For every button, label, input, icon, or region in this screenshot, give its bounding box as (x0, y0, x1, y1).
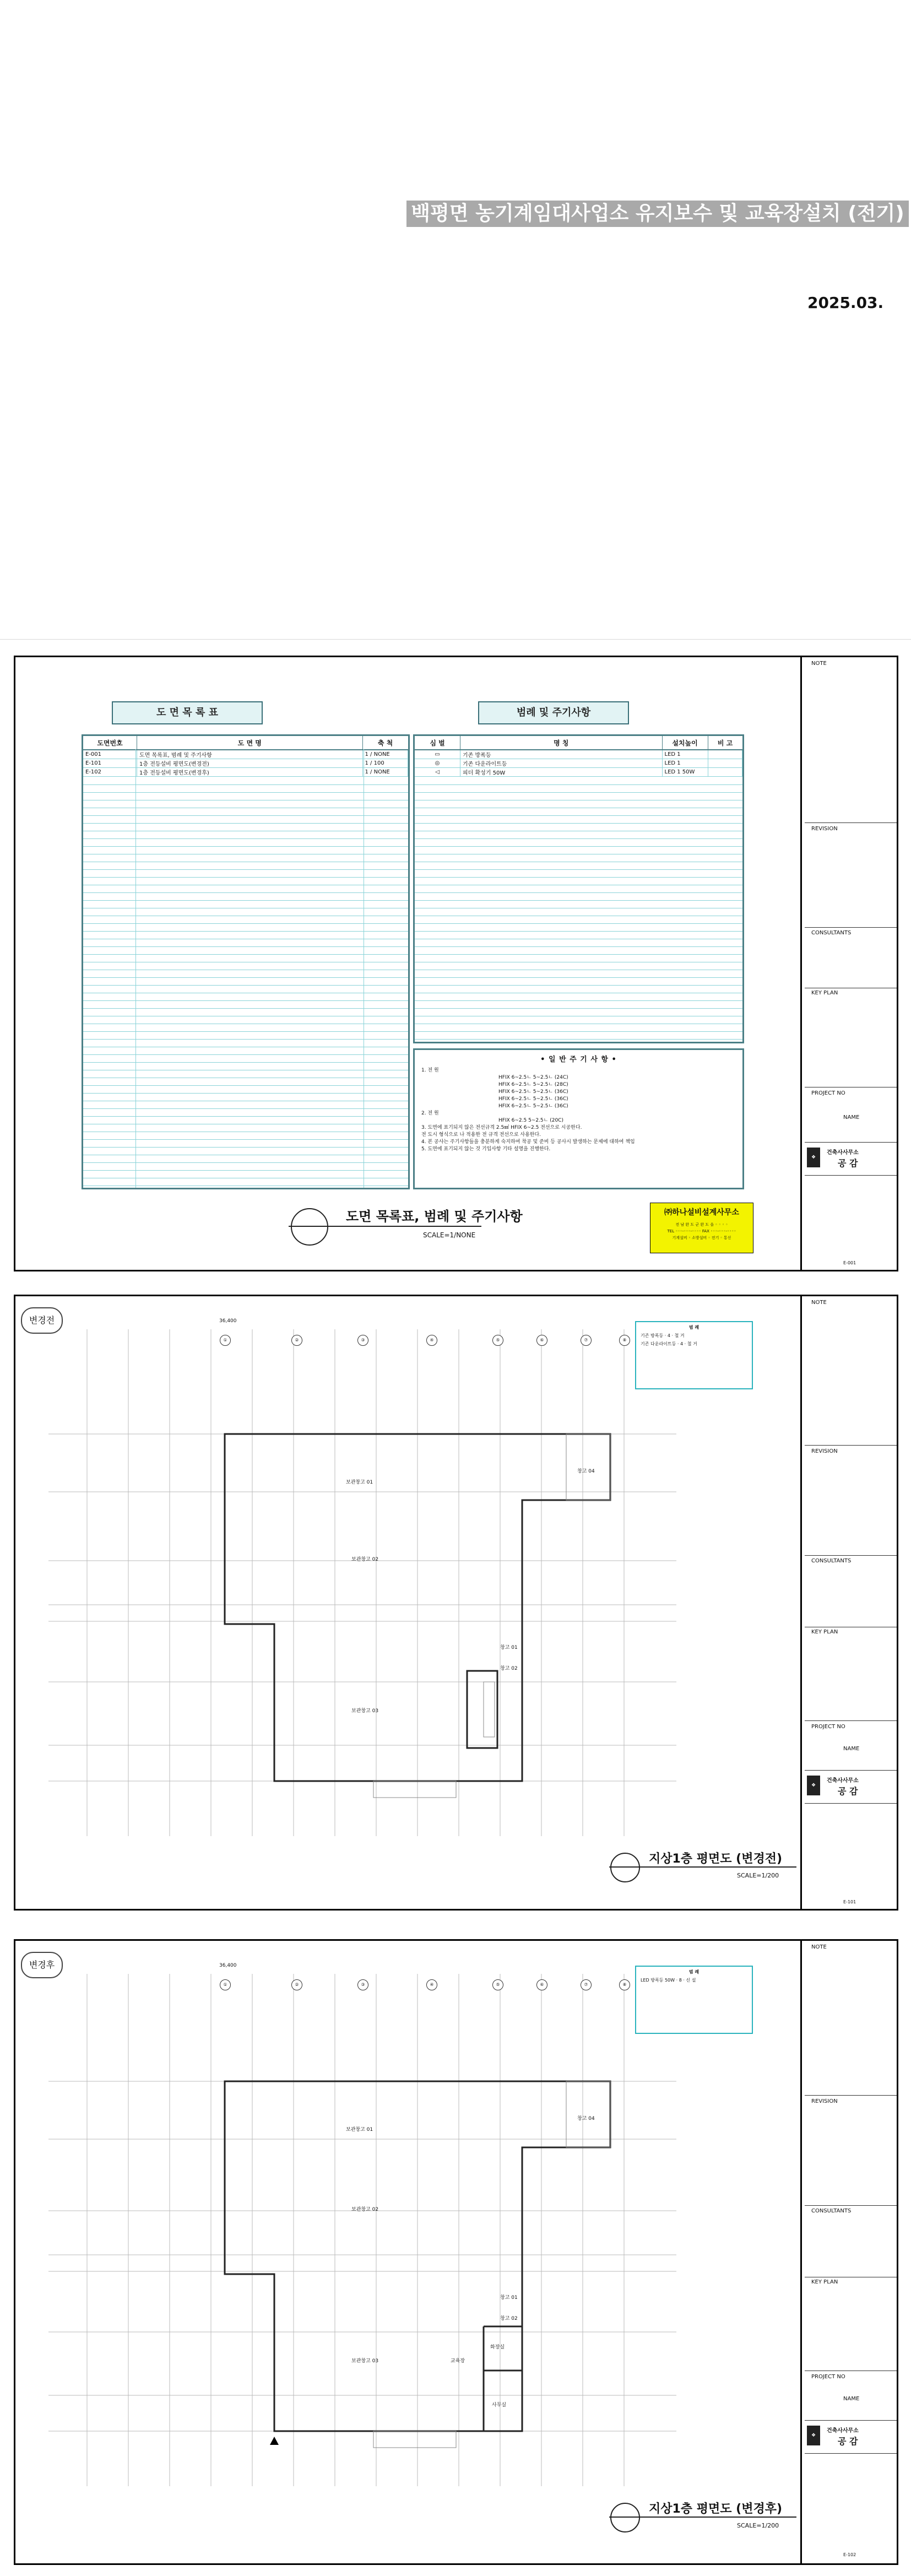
title-block: NOTE REVISION CONSULTANTS KEY PLAN PROJECT NO NAME ❖ 건축사사무소 공 감 E-102 (805, 1941, 897, 2563)
table-row: E-102 1층 전등설비 평면도(변경후) 1 / NONE (83, 768, 408, 777)
tb-sheet-no: E-001 (843, 1260, 856, 1265)
tb-note: NOTE (811, 661, 827, 667)
drawing-area: 변경후 36,400 ① ② ③ ④ ⑤ ⑥ ⑦ ⑧ 보관창고 01 보관창고 02 보관창고 03 창고 04 창고 01 창고 02 화장실 사무실 교육장 범 례 LED 방폭등 50W · 8 · 신 설 지상1층 평면도 (변경후) SCALE=1/200 (15, 1941, 802, 2563)
room-label: 보관창고 01 (346, 2127, 373, 2133)
section-marker (291, 1208, 328, 1246)
sheet-title: 지상1층 평면도 (변경전) (649, 1852, 783, 1866)
office-logo-icon: ❖ (807, 1776, 820, 1795)
tb-revision: REVISION (811, 826, 838, 832)
col-header: 비 고 (708, 736, 742, 750)
tb-name: NAME (843, 1114, 860, 1121)
room-label: 창고 02 (500, 2316, 518, 2321)
revision-tag: 변경후 (21, 1952, 63, 1978)
cover-date: 2025.03. (807, 294, 884, 312)
speaker-symbol-icon: ◁ (435, 769, 440, 775)
room-label: 화장실 (490, 2345, 505, 2350)
room-label: 창고 01 (500, 2295, 518, 2301)
office-logo-icon: ❖ (807, 1148, 820, 1167)
notes-title: • 일 반 주 기 사 항 • (540, 1056, 617, 1064)
room-label: 보관창고 01 (346, 1480, 373, 1485)
tb-office: 건축사사무소 (827, 1150, 859, 1156)
scale-label: SCALE=1/NONE (423, 1231, 476, 1239)
fixture-symbol-icon: ▭ (435, 751, 440, 757)
section-marker (610, 2503, 640, 2532)
room-label: 보관창고 03 (351, 1708, 379, 1714)
legend-table (413, 734, 744, 1043)
tb-project-no: PROJECT NO (811, 1090, 845, 1096)
section-marker (610, 1853, 640, 1882)
room-label: 창고 04 (577, 2116, 595, 2122)
scale-label: SCALE=1/200 (737, 1872, 779, 1879)
legend-row: LED 방폭등 50W · 8 · 신 설 (641, 1978, 696, 1983)
col-header: 심 벌 (415, 736, 460, 750)
col-header: 명 칭 (460, 736, 663, 750)
table-row: E-001 도면 목록표, 범례 및 주기사항 1 / NONE (83, 750, 408, 759)
title-block: NOTE REVISION CONSULTANTS KEY PLAN PROJECT NO NAME ❖ 건축사사무소 공 감 E-101 (805, 1296, 897, 1909)
room-label: 창고 01 (500, 1645, 518, 1650)
table-row: ◁ 피더 확성기 50W LED 1 50W (415, 768, 742, 777)
col-header: 도면번호 (83, 736, 137, 750)
notes-list: 1. 전 원 HFIX 6~2.5ㄴ 5~2.5ㄴ (24C) HFIX 6~2.5ㄴ 5~2.5ㄴ (28C) HFIX 6~2.5ㄴ 5~2.5ㄴ (36C) HFIX 6~2.5ㄴ 5~2.5ㄴ (36C) HFIX 6~2.5ㄴ 5~2.5ㄴ (36C) 2. 전 원 HFIX 6~2.5 5~2.5ㄴ (20C) 3. 도면에 표기되지 않은 전선규격 2.5㎟ HFIX 6~2.5 전선으로 시공한다. 전 도시 형식으로 나 적용한 전 규격 전선으로 사용한다. 4. 본 공사는 주기사항들을 충분하게 숙지하여 착공 및 준비 등 공사시 발생하는 문제에 대하여 책임 5. 도면에 표기되지 않는 것 기입사항 기타 설명을 진행한다. (421, 1068, 635, 1152)
col-header: 축 척 (362, 736, 408, 750)
legend-row: 기존 방폭등 · 4 · 철 거 (641, 1333, 685, 1338)
room-label: 보관창고 02 (351, 2207, 379, 2212)
room-label: 교육장 (451, 2358, 465, 2364)
drawing-list-banner: 도 면 목 록 표 (112, 701, 263, 724)
legend-row: 기존 다운라이트등 · 4 · 철 거 (641, 1341, 697, 1346)
table-row: E-101 1층 전등설비 평면도(변경전) 1 / 100 (83, 759, 408, 768)
title-block (805, 657, 897, 1270)
drawing-list-table (82, 734, 410, 1189)
office-logo-icon: ❖ (807, 2426, 820, 2445)
scale-label: SCALE=1/200 (737, 2522, 779, 2529)
room-label: 창고 02 (500, 1666, 518, 1671)
tb-office-mark: 공 감 (838, 1158, 858, 1168)
room-label: 창고 04 (577, 1469, 595, 1474)
cover-title: 백평면 농기계임대사업소 유지보수 및 교육장설치 (전기) (406, 201, 909, 227)
empty-rows (415, 777, 742, 1042)
downlight-symbol-icon: ◎ (435, 760, 440, 766)
table-row: ◎ 기존 다운라이트등 LED 1 (415, 759, 742, 768)
company-stamp: ㈜하나설비설계사무소 전 남 완 도 군 완 도 읍 ◦ ◦ ◦ ◦ TEL ◦◦◦-◦◦◦-◦◦◦◦ FAX ◦◦◦-◦◦◦-◦◦◦◦ 기계설비 ◦ 소방설비 ◦ 전기 ◦ 통신 (650, 1203, 753, 1253)
total-dimension: 36,400 (219, 1318, 237, 1324)
general-notes (413, 1048, 744, 1189)
table-row: ▭ 기존 방폭등 LED 1 (415, 750, 742, 759)
floor-plan-after (15, 1941, 800, 2563)
room-label: 보관창고 02 (351, 1557, 379, 1562)
drawing-area (15, 657, 802, 1270)
sheet-title: 도면 목록표, 범례 및 주기사항 (346, 1209, 523, 1224)
plan-legend: 범 례 기존 방폭등 · 4 · 철 거 기존 다운라이트등 · 4 · 철 거 (635, 1321, 753, 1389)
total-dimension: 36,400 (219, 1963, 237, 1968)
room-label: 보관창고 03 (351, 2358, 379, 2364)
col-header: 도 면 명 (137, 736, 363, 750)
sheet-title: 지상1층 평면도 (변경후) (649, 2502, 783, 2516)
page-divider (0, 639, 911, 640)
drawing-area: 변경전 36,400 ① ② ③ ④ ⑤ ⑥ ⑦ ⑧ 보관창고 01 보관창고 02 보관창고 03 창고 04 창고 01 창고 02 범 례 기존 방폭등 · 4 · 철 거 기존 다운라이트등 · 4 · 철 거 지상1층 평면도 (변경전) SCALE=1/200 (15, 1296, 802, 1909)
sheet-3 (14, 1939, 898, 2565)
sheet-1 (14, 656, 898, 1271)
col-header: 설치높이 (662, 736, 708, 750)
empty-rows (83, 777, 408, 1188)
legend-banner: 범례 및 주기사항 (478, 701, 629, 724)
room-label: 사무실 (492, 2402, 507, 2408)
revision-tag: 변경전 (21, 1307, 63, 1334)
tb-keyplan: KEY PLAN (811, 990, 838, 996)
tb-consultants: CONSULTANTS (811, 930, 852, 936)
plan-legend: 범 례 LED 방폭등 50W · 8 · 신 설 (635, 1966, 753, 2034)
sheet-2 (14, 1295, 898, 1911)
